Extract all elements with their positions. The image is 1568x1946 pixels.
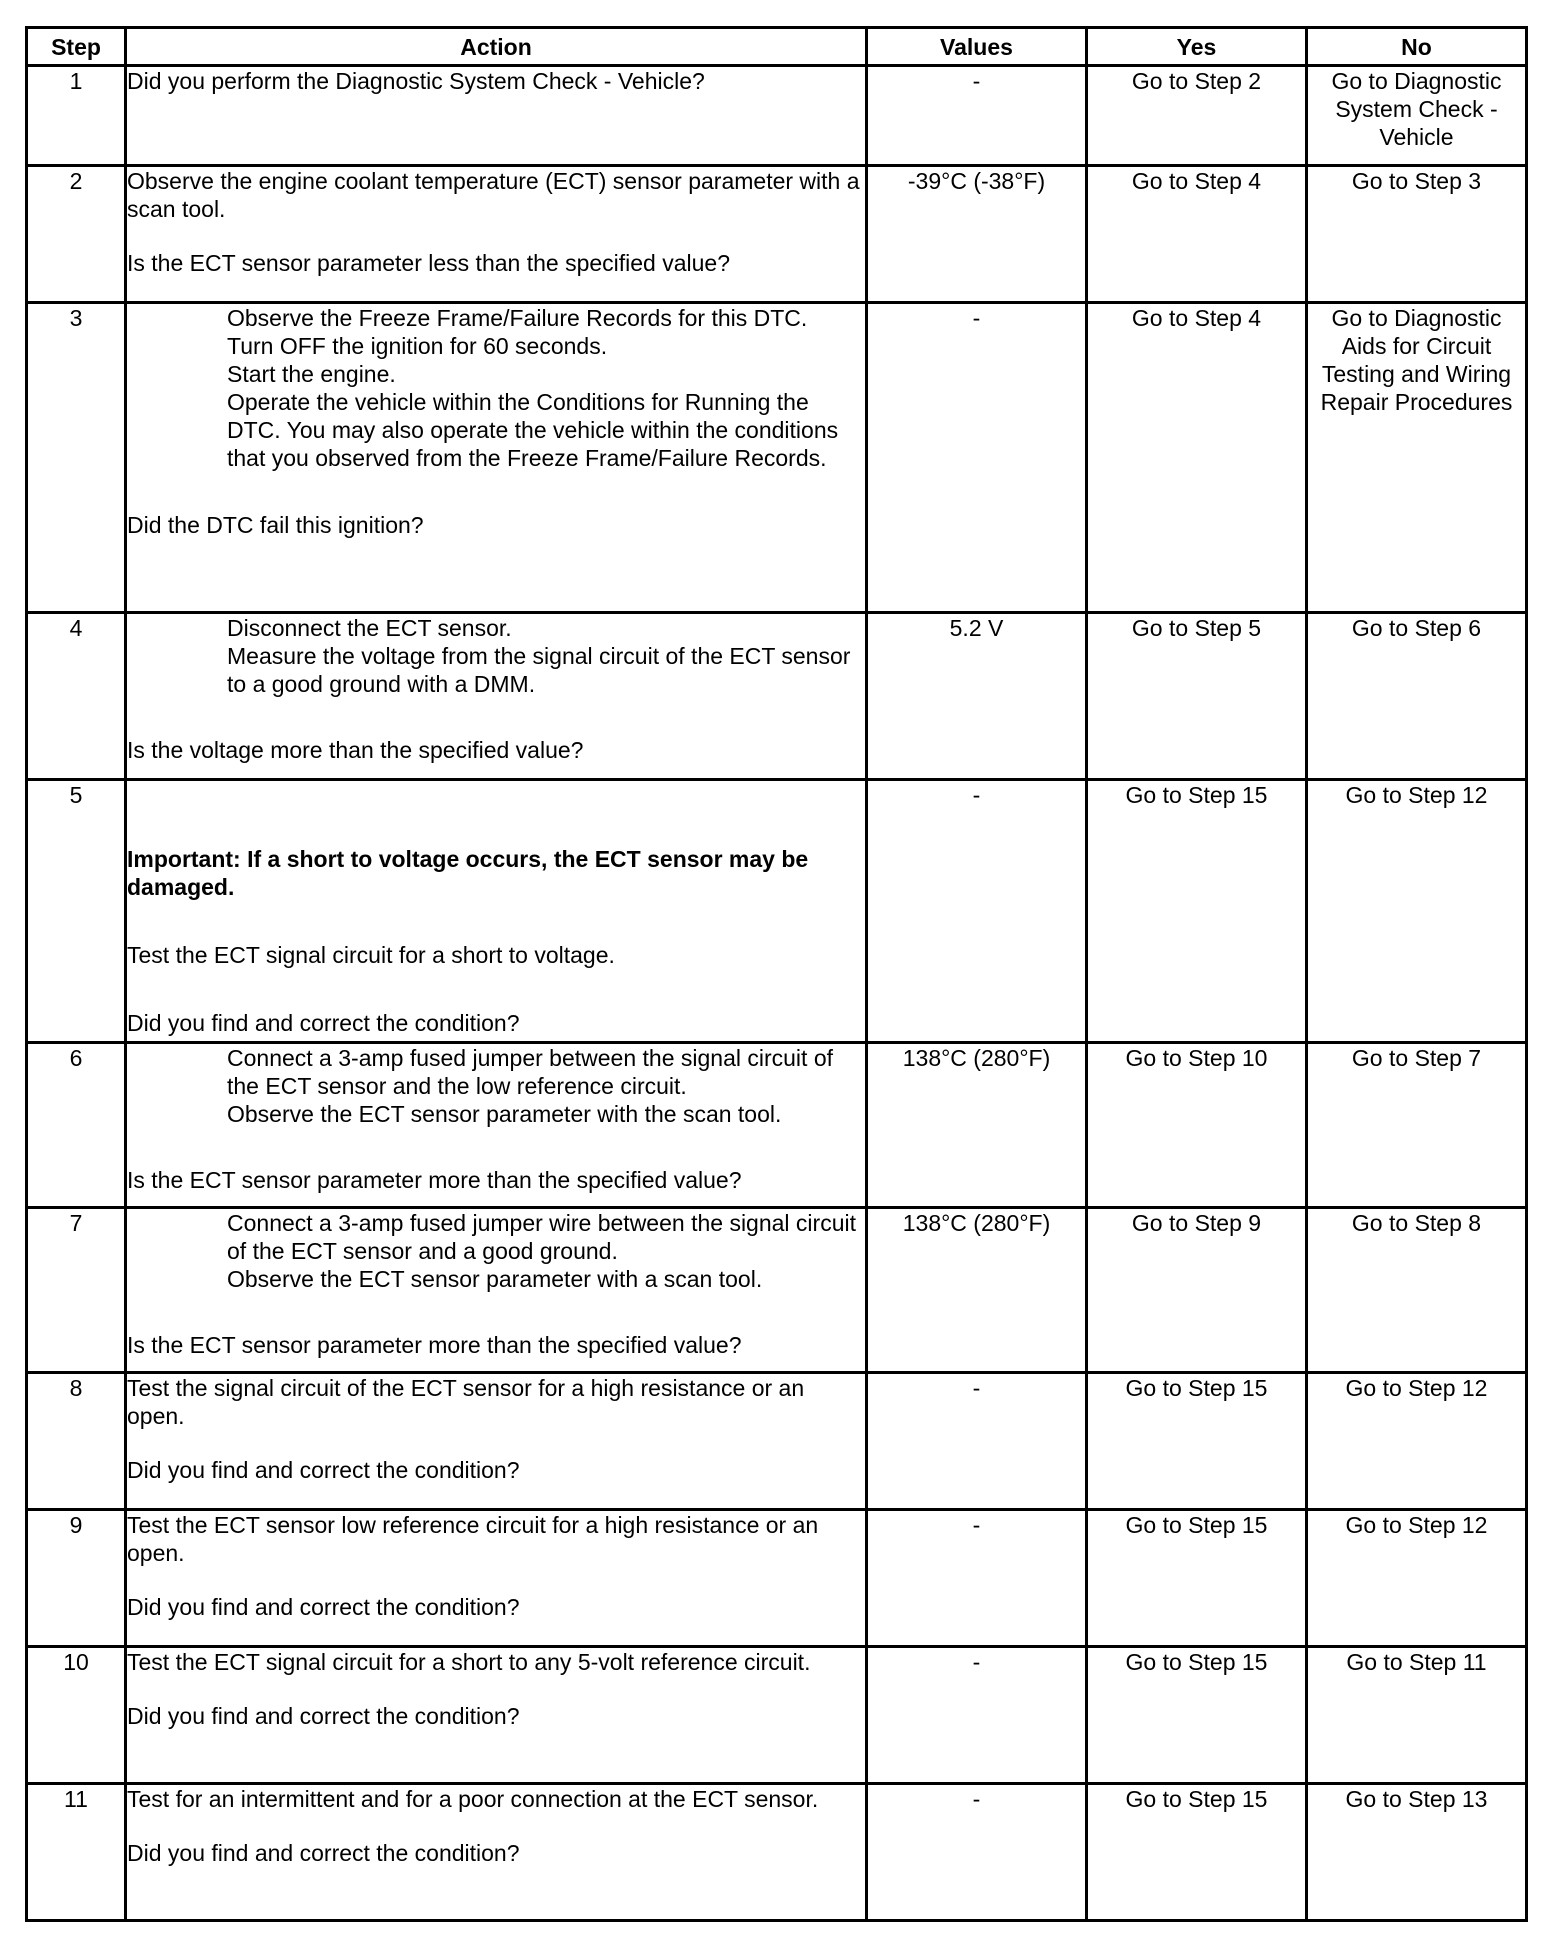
- table-row: [27, 613, 1527, 780]
- action-cell: [126, 613, 867, 780]
- action-substep: Turn OFF the ignition for 60 seconds.: [227, 333, 608, 359]
- diagnostic-table: [25, 26, 1528, 1922]
- action-substep: Observe the ECT sensor parameter with a scan tool.: [227, 1266, 763, 1292]
- action-text: Did you perform the Diagnostic System Check - Vehicle?: [127, 68, 705, 94]
- action-cell: [126, 1373, 867, 1510]
- header-action: Action: [126, 28, 867, 66]
- yes-cell: Go to Step 9: [1087, 1208, 1307, 1373]
- no-cell: Go to Step 3: [1307, 166, 1527, 303]
- action-cell: [126, 1647, 867, 1784]
- action-cell: [126, 780, 867, 1043]
- action-question: Did the DTC fail this ignition?: [127, 512, 424, 538]
- table-row: [27, 1647, 1527, 1784]
- yes-cell: Go to Step 4: [1087, 303, 1307, 613]
- step-number: 10: [27, 1647, 126, 1784]
- action-substep: Observe the ECT sensor parameter with the scan tool.: [227, 1101, 782, 1127]
- step-number: 8: [27, 1373, 126, 1510]
- no-cell: Go to Step 13: [1307, 1784, 1527, 1921]
- value-cell: -39°C (-38°F): [867, 166, 1087, 303]
- action-substep: Start the engine.: [227, 361, 396, 387]
- value-cell: 5.2 V: [867, 613, 1087, 780]
- step-number: 11: [27, 1784, 126, 1921]
- header-yes: Yes: [1087, 28, 1307, 66]
- action-cell: [126, 1208, 867, 1373]
- action-substep: Connect a 3-amp fused jumper between the signal circuit of the ECT sensor and the low reference circuit.: [227, 1045, 833, 1099]
- value-cell: -: [867, 1647, 1087, 1784]
- action-question: Is the ECT sensor parameter more than the specified value?: [127, 1332, 742, 1358]
- value-cell: -: [867, 303, 1087, 613]
- value-cell: -: [867, 1784, 1087, 1921]
- action-text: Test the ECT signal circuit for a short to voltage.: [127, 942, 615, 968]
- yes-cell: Go to Step 15: [1087, 1510, 1307, 1647]
- value-cell: -: [867, 1373, 1087, 1510]
- action-substep: Observe the Freeze Frame/Failure Records for this DTC.: [227, 305, 808, 331]
- action-text: Test the ECT signal circuit for a short to any 5-volt reference circuit.: [127, 1649, 811, 1675]
- header-values: Values: [867, 28, 1087, 66]
- action-question: Did you find and correct the condition?: [127, 1840, 520, 1866]
- yes-cell: Go to Step 10: [1087, 1043, 1307, 1208]
- step-number: 4: [27, 613, 126, 780]
- yes-cell: Go to Step 15: [1087, 780, 1307, 1043]
- table-row: [27, 66, 1527, 166]
- action-text: Observe the engine coolant temperature (ECT) sensor parameter with a scan tool.: [127, 168, 860, 222]
- table-row: [27, 1208, 1527, 1373]
- step-number: 3: [27, 303, 126, 613]
- action-substep: Measure the voltage from the signal circuit of the ECT sensor to a good ground with a DMM.: [227, 643, 851, 697]
- table-row: [27, 1510, 1527, 1647]
- yes-cell: Go to Step 4: [1087, 166, 1307, 303]
- value-cell: -: [867, 780, 1087, 1043]
- action-substep: Disconnect the ECT sensor.: [227, 615, 512, 641]
- action-text: Test the ECT sensor low reference circuit for a high resistance or an open.: [127, 1512, 819, 1566]
- yes-cell: Go to Step 15: [1087, 1373, 1307, 1510]
- table-row: [27, 1043, 1527, 1208]
- header-step: Step: [27, 28, 126, 66]
- action-cell: [126, 1043, 867, 1208]
- no-cell: Go to Step 7: [1307, 1043, 1527, 1208]
- action-question: Did you find and correct the condition?: [127, 1703, 520, 1729]
- yes-cell: Go to Step 2: [1087, 66, 1307, 166]
- action-text: Test for an intermittent and for a poor connection at the ECT sensor.: [127, 1786, 819, 1812]
- no-cell: Go to Diagnostic System Check - Vehicle: [1307, 66, 1527, 166]
- no-cell: Go to Step 11: [1307, 1647, 1527, 1784]
- step-number: 7: [27, 1208, 126, 1373]
- value-cell: -: [867, 66, 1087, 166]
- table-row: [27, 166, 1527, 303]
- header-no: No: [1307, 28, 1527, 66]
- yes-cell: Go to Step 5: [1087, 613, 1307, 780]
- value-cell: 138°C (280°F): [867, 1208, 1087, 1373]
- step-number: 1: [27, 66, 126, 166]
- no-cell: Go to Step 12: [1307, 1373, 1527, 1510]
- step-number: 6: [27, 1043, 126, 1208]
- table-row: [27, 303, 1527, 613]
- no-cell: Go to Step 12: [1307, 780, 1527, 1043]
- no-cell: Go to Step 12: [1307, 1510, 1527, 1647]
- action-cell: [126, 66, 867, 166]
- action-question: Did you find and correct the condition?: [127, 1457, 520, 1483]
- action-question: Did you find and correct the condition?: [127, 1010, 520, 1036]
- action-cell: [126, 166, 867, 303]
- important-note: Important: If a short to voltage occurs, the ECT sensor may be damaged.: [127, 846, 809, 900]
- action-substep: Operate the vehicle within the Conditions for Running the DTC. You may also operate the vehicle within the conditions that you observed from the Freeze Frame/Failure Records.: [227, 389, 839, 471]
- step-number: 5: [27, 780, 126, 1043]
- value-cell: -: [867, 1510, 1087, 1647]
- step-number: 9: [27, 1510, 126, 1647]
- action-question: Is the ECT sensor parameter more than the specified value?: [127, 1167, 742, 1193]
- action-question: Did you find and correct the condition?: [127, 1594, 520, 1620]
- action-text: Test the signal circuit of the ECT sensor for a high resistance or an open.: [127, 1375, 805, 1429]
- value-cell: 138°C (280°F): [867, 1043, 1087, 1208]
- table-row: [27, 1784, 1527, 1921]
- action-cell: [126, 1510, 867, 1647]
- action-question: Is the voltage more than the specified value?: [127, 737, 584, 763]
- table-row: [27, 1373, 1527, 1510]
- action-cell: [126, 1784, 867, 1921]
- action-substep: Connect a 3-amp fused jumper wire between the signal circuit of the ECT sensor and a good ground.: [227, 1210, 856, 1264]
- step-number: 2: [27, 166, 126, 303]
- table-row: [27, 780, 1527, 1043]
- action-cell: [126, 303, 867, 613]
- header-row: [27, 28, 1527, 66]
- no-cell: Go to Step 6: [1307, 613, 1527, 780]
- action-question: Is the ECT sensor parameter less than the specified value?: [127, 250, 731, 276]
- yes-cell: Go to Step 15: [1087, 1647, 1307, 1784]
- no-cell: Go to Step 8: [1307, 1208, 1527, 1373]
- yes-cell: Go to Step 15: [1087, 1784, 1307, 1921]
- no-cell: Go to Diagnostic Aids for Circuit Testing and Wiring Repair Procedures: [1307, 303, 1527, 613]
